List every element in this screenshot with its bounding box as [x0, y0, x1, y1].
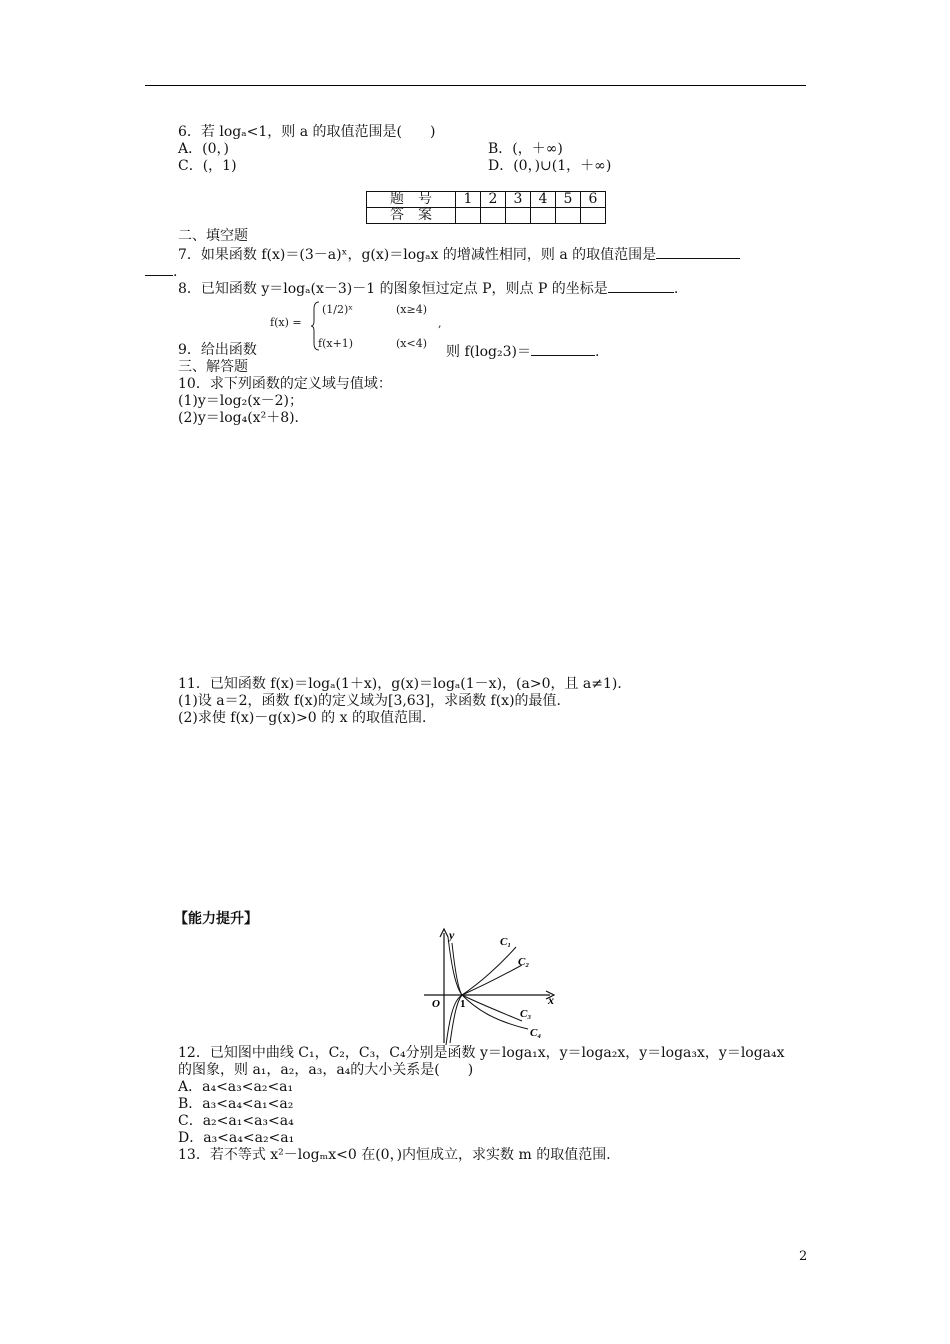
- question-10-part-1: (1)y＝log₂(x－2)；: [178, 393, 303, 409]
- ability-heading: 【能力提升】: [174, 911, 258, 927]
- answer-blank: [608, 279, 674, 293]
- answer-cell: [581, 208, 606, 224]
- q12-option-a: A．a₄<a₃<a₂<a₁: [178, 1079, 294, 1095]
- curve-c4: [452, 943, 528, 1029]
- q7-period: .: [173, 264, 178, 280]
- q6-option-d: D．(0，)∪(1，＋∞): [488, 158, 612, 174]
- question-6: 6．若 logₐ<1，则 a 的取值范围是( ): [178, 124, 436, 140]
- answer-table: [366, 191, 606, 224]
- case2-expression: f(x+1): [318, 337, 354, 350]
- answer-blank: [145, 262, 173, 276]
- question-13: 13．若不等式 x²－logₘx<0 在(0，)内恒成立，求实数 m 的取值范围．: [178, 1147, 621, 1163]
- piecewise-function: [270, 299, 460, 353]
- answer-blank: [656, 245, 740, 259]
- table-number-cell: 4: [531, 192, 556, 208]
- y-axis-label: y: [449, 928, 455, 942]
- section-fill-in: 二、填空题: [178, 228, 248, 244]
- q6-option-c: C．(，1): [178, 158, 237, 174]
- case1-expression: (1/2)ˣ: [322, 303, 353, 316]
- question-7-continued: [145, 262, 177, 281]
- c2-label: C₂: [518, 956, 530, 968]
- answer-blank: [531, 342, 595, 356]
- section-solutions: 三、解答题: [178, 359, 248, 375]
- question-7: [178, 245, 740, 264]
- origin-label: O: [432, 998, 440, 1010]
- question-9-lead: 9．给出函数: [178, 342, 257, 358]
- q12-option-d: D．a₃<a₄<a₂<a₁: [178, 1130, 295, 1146]
- table-number-cell: 6: [581, 192, 606, 208]
- c4-label: C₄: [530, 1027, 542, 1039]
- q8-text: 8．已知函数 y＝logₐ(x－3)－1 的图象恒过定点 P，则点 P 的坐标是: [178, 281, 608, 297]
- question-12-continued: 的图象，则 a₁，a₂，a₃，a₄的大小关系是( ): [178, 1062, 474, 1078]
- question-10: 10．求下列函数的定义域与值域：: [178, 376, 392, 392]
- answer-cell: [456, 208, 481, 224]
- table-number-cell: 1: [456, 192, 481, 208]
- question-12: 12．已知图中曲线 C₁，C₂，C₃，C₄分别是函数 y＝loga₁x，y＝loga₂x，y＝loga₃x，y＝loga₄x: [178, 1045, 785, 1061]
- case1-condition: (x≥4): [396, 303, 428, 316]
- q9-text: 则 f(log₂3)＝: [446, 344, 531, 360]
- answer-cell: [481, 208, 506, 224]
- table-row-label: 答 案: [367, 208, 456, 224]
- question-11-part-1: (1)设 a＝2，函数 f(x)的定义域为[3,63]，求函数 f(x)的最值．: [178, 693, 571, 709]
- question-8: [178, 279, 678, 298]
- table-number-cell: 3: [506, 192, 531, 208]
- question-11: 11．已知函数 f(x)＝logₐ(1＋x)，g(x)＝logₐ(1－x)，(a>0，且 a≠1)．: [178, 676, 632, 692]
- table-number-cell: 2: [481, 192, 506, 208]
- header-rule: [145, 85, 806, 86]
- piecewise-lhs: f(x) =: [270, 316, 302, 329]
- q6-option-b: B．(，＋∞): [488, 141, 563, 157]
- c3-label: C₃: [520, 1008, 532, 1020]
- q12-option-b: B．a₃<a₄<a₁<a₂: [178, 1096, 294, 1112]
- q7-text: 7．如果函数 f(x)＝(3－a)ˣ，g(x)＝logₐx 的增减性相同，则 a 的取值范围是: [178, 247, 657, 263]
- table-row-label: 题 号: [367, 192, 456, 208]
- q12-option-c: C．a₂<a₁<a₃<a₄: [178, 1113, 294, 1129]
- piecewise-comma: ,: [438, 317, 442, 330]
- curve-c1: [446, 947, 516, 1045]
- question-11-part-2: (2)求使 f(x)－g(x)>0 的 x 的取值范围．: [178, 710, 436, 726]
- q6-option-a: A．(0，): [178, 141, 229, 157]
- page-number: 2: [799, 1249, 808, 1264]
- table-number-cell: 5: [556, 192, 581, 208]
- q9-period: .: [594, 344, 600, 360]
- answer-cell: [556, 208, 581, 224]
- question-9-tail: [446, 342, 599, 361]
- question-10-part-2: (2)y＝log₄(x²＋8)．: [178, 410, 309, 426]
- log-curves-figure: [420, 925, 570, 1050]
- answer-cell: [531, 208, 556, 224]
- one-label: 1: [460, 998, 466, 1010]
- c1-label: C₁: [500, 936, 512, 948]
- q8-period: .: [673, 281, 679, 297]
- answer-cell: [506, 208, 531, 224]
- x-axis-label: x: [548, 993, 554, 1007]
- case2-condition: (x<4): [396, 337, 428, 350]
